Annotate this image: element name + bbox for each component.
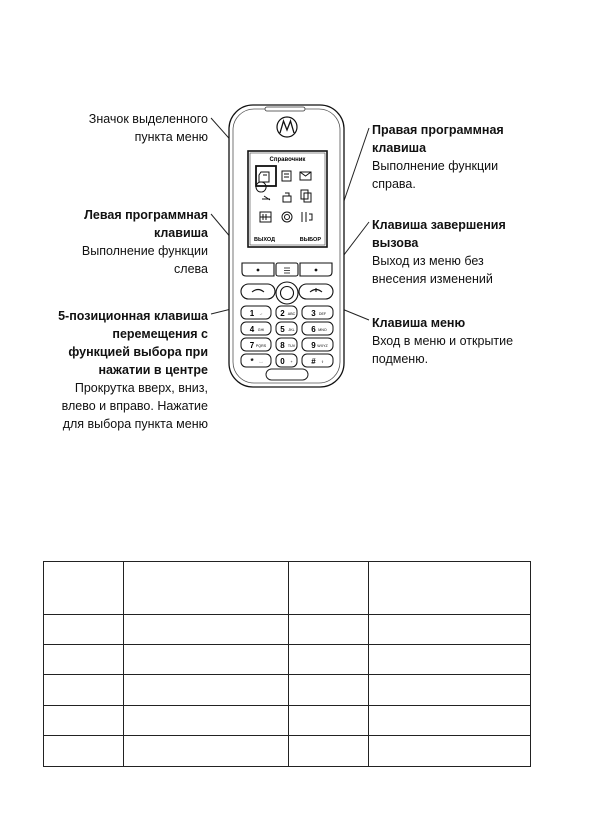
table-cell — [369, 736, 531, 767]
callout-desc: Прокрутка вверх, вниз, — [74, 381, 208, 395]
keypad-letters: DEF — [318, 312, 327, 316]
callout-desc: Выполнение функции — [372, 159, 499, 173]
callout-title: Клавиша меню — [372, 316, 466, 330]
table-cell — [289, 675, 369, 706]
callout-desc: подменю. — [372, 352, 429, 366]
table-cell — [124, 645, 289, 675]
table-cell — [369, 675, 531, 706]
phone-screen — [248, 151, 327, 247]
callout-title: клавиша — [153, 226, 208, 240]
table-cell — [289, 706, 369, 736]
nav-key-center[interactable] — [281, 287, 294, 300]
callout-title: Клавиша завершения — [372, 218, 506, 232]
keypad-key-2[interactable] — [276, 306, 297, 319]
callout-desc: Выход из меню без — [372, 254, 484, 268]
keypad-letters: ⇧ — [320, 360, 325, 364]
table-row — [44, 706, 531, 736]
table-cell — [44, 615, 124, 645]
callout-desc: влево и вправо. Нажатие — [61, 399, 208, 413]
keypad-digit: 4 — [249, 325, 255, 334]
keypad-digit: 6 — [311, 325, 316, 334]
keypad-key-0[interactable] — [276, 354, 297, 367]
table-cell — [289, 562, 369, 615]
table-cell — [369, 562, 531, 615]
table-cell — [44, 736, 124, 767]
keypad-digit: 7 — [249, 341, 255, 350]
callout-title: Правая программная — [372, 123, 504, 137]
callout-desc: для выбора пункта меню — [62, 417, 208, 431]
keypad-letters: TUV — [287, 344, 296, 348]
screen-title: Справочник — [269, 157, 306, 163]
table-cell — [44, 706, 124, 736]
table-row — [44, 562, 531, 615]
keypad-digit: 5 — [280, 325, 285, 334]
table-row — [44, 615, 531, 645]
table-row — [44, 645, 531, 675]
keypad-digit: 2 — [280, 309, 285, 318]
table-row — [44, 675, 531, 706]
callout-title: 5-позиционная клавиша — [58, 309, 208, 323]
callout-desc: слева — [174, 262, 208, 276]
table-cell — [369, 645, 531, 675]
table-cell — [289, 645, 369, 675]
callout-title: функцией выбора при — [68, 345, 208, 359]
keypad-letters: -◦ — [259, 312, 263, 316]
callout-desc: внесения изменений — [372, 272, 493, 286]
screen-left-softkey-label: ВЫХОД — [254, 237, 276, 243]
table-cell — [44, 675, 124, 706]
keypad-digit: 9 — [311, 341, 316, 350]
table-cell — [124, 736, 289, 767]
table-cell — [369, 615, 531, 645]
empty-table — [43, 561, 531, 767]
keypad-digit: 3 — [311, 309, 316, 318]
table-row — [44, 736, 531, 767]
table-cell — [124, 615, 289, 645]
keypad-letters: ⌴ — [259, 360, 263, 364]
table-cell — [124, 675, 289, 706]
menu-key[interactable] — [276, 263, 298, 276]
table-cell — [124, 706, 289, 736]
keypad-letters: MNO — [318, 328, 327, 332]
callout-desc: Вход в меню и открытие — [372, 334, 514, 348]
table-cell — [289, 736, 369, 767]
keypad-key-5[interactable] — [276, 322, 297, 335]
callout-title: вызова — [372, 236, 419, 250]
keypad-digit: # — [311, 357, 316, 366]
keypad-key-hash[interactable] — [302, 354, 333, 367]
table-cell — [44, 645, 124, 675]
keypad-letters: JKL — [288, 328, 295, 332]
keypad-letters: + — [290, 360, 293, 364]
keypad-key-7[interactable] — [241, 338, 271, 351]
keypad-key-6[interactable] — [302, 322, 333, 335]
callout-title: нажатии в центре — [98, 363, 208, 377]
keypad-key-1[interactable] — [241, 306, 271, 319]
screen-right-softkey-label: ВЫБОР — [299, 237, 321, 243]
table-cell — [369, 706, 531, 736]
keypad-letters: ABC — [287, 312, 296, 316]
keypad-letters: WXYZ — [317, 344, 328, 348]
keypad-key-9[interactable] — [302, 338, 333, 351]
keypad-letters: GHI — [257, 328, 265, 332]
keypad-key-star[interactable] — [241, 354, 271, 367]
callout-title: клавиша — [372, 141, 427, 155]
keypad-digit: 0 — [280, 357, 285, 366]
keypad-letters: PQRS — [255, 344, 267, 348]
callout-text: пункта меню — [134, 130, 208, 144]
table-cell — [124, 562, 289, 615]
keypad-key-4[interactable] — [241, 322, 271, 335]
callout-desc: Выполнение функции — [81, 244, 208, 258]
callout-title: перемещения с — [112, 327, 208, 341]
keypad-key-8[interactable] — [276, 338, 297, 351]
table-cell — [289, 615, 369, 645]
keypad-digit: 1 — [249, 309, 255, 318]
callout-desc: справа. — [372, 177, 416, 191]
table-cell — [44, 562, 124, 615]
keypad-digit: 8 — [280, 341, 285, 350]
callout-title: Левая программная — [84, 208, 208, 222]
motorola-logo — [277, 117, 297, 137]
keypad-digit: * — [250, 357, 254, 366]
callout-text: Значок выделенного — [88, 112, 208, 126]
control-keys — [242, 263, 332, 276]
keypad-key-3[interactable] — [302, 306, 333, 319]
